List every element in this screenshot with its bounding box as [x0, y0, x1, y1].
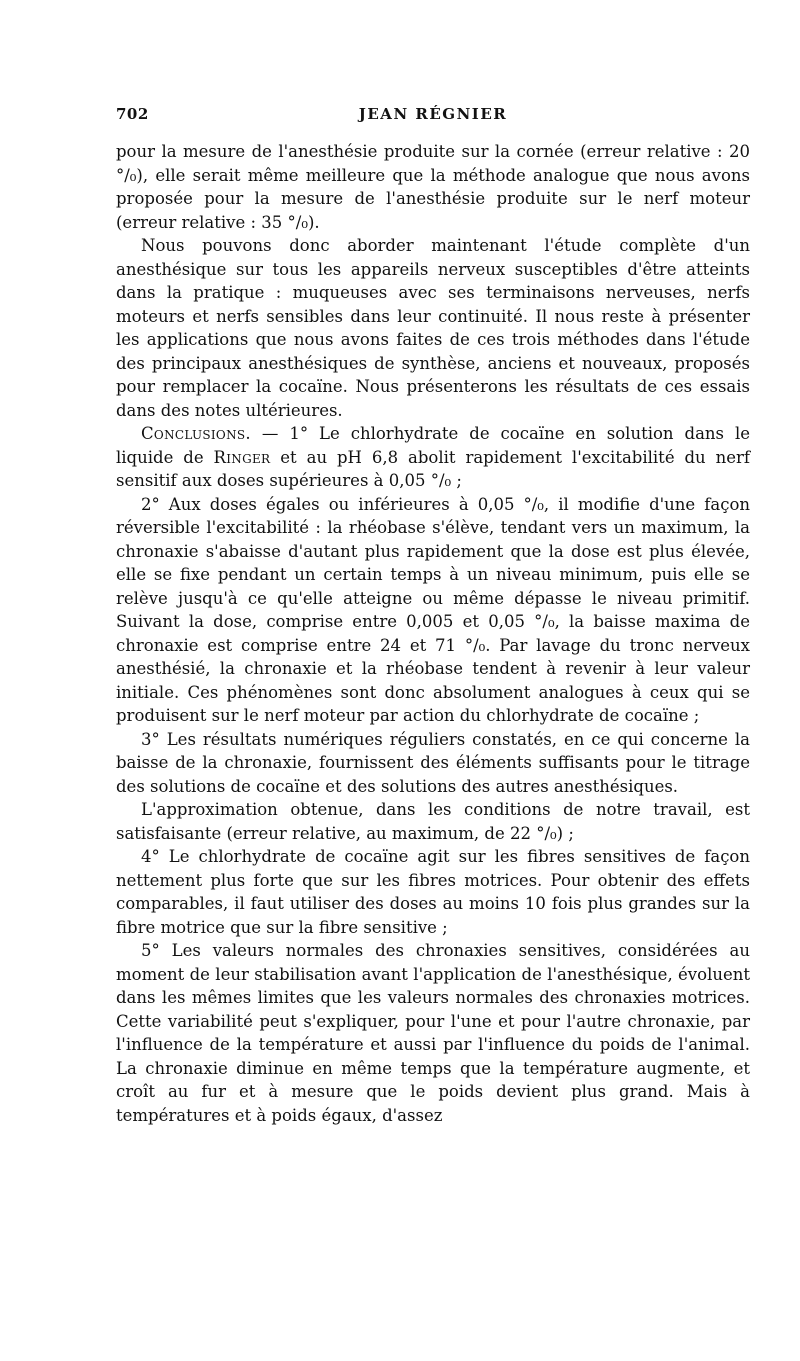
running-head: JEAN RÉGNIER — [358, 105, 508, 123]
author-name: Ringer — [213, 447, 271, 467]
paragraph-text: et au pH 6,8 abolit rapidement l'excitabilité du nerf sensitif aux doses supérieures à 0,05 °/₀ ; — [116, 447, 750, 490]
paragraph: pour la mesure de l'anesthésie produite sur la cornée (erreur relative : 20 °/₀), elle serait même meilleure que la méthode analogue que nous avons proposée pour la mesure de l'anesthésie produite sur le nerf moteur (erreur relative : 35 °/₀). — [116, 142, 750, 232]
paragraph-text: — 1° Le chlorhydrate de cocaïne en solution dans le liquide de — [116, 424, 750, 467]
page-number: 702 — [116, 105, 149, 123]
page-header — [116, 105, 750, 127]
conclusions-heading: Conclusions. — [141, 424, 251, 443]
paragraph: 2° Aux doses égales ou inférieures à 0,05 °/₀, il modifie d'une façon réversible l'excitabilité : la rhéobase s'élève, tendant vers un maximum, la chronaxie s'abaisse d'autant plus rapidement que la dose est plus élevée, elle se fixe pendant un certain temps à un niveau minimum, puis elle se relève jusqu'à ce qu'elle atteigne ou même dépasse le niveau primitif. Suivant la dose, comprise entre 0,005 et 0,05 °/₀, la baisse maxima de chronaxie est comprise entre 24 et 71 °/₀. Par lavage du tronc nerveux anesthésié, la chronaxie et la rhéobase tendent à revenir à leur valeur initiale. Ces phénomènes sont donc absolument analogues à ceux qui se produisent sur le nerf moteur par action du chlorhydrate de cocaïne ; — [116, 494, 750, 725]
body-text — [116, 140, 750, 1127]
conclusions-paragraph — [116, 422, 750, 493]
paragraph: L'approximation obtenue, dans les conditions de notre travail, est satisfaisante (erreur relative, au maximum, de 22 °/₀) ; — [116, 800, 750, 843]
paragraph: 4° Le chlorhydrate de cocaïne agit sur les fibres sensitives de façon nettement plus forte que sur les fibres motrices. Pour obtenir des effets comparables, il faut utiliser des doses au moins 10 fois plus grandes sur la fibre motrice que sur la fibre sensitive ; — [116, 847, 750, 937]
paragraph: Nous pouvons donc aborder maintenant l'étude complète d'un anesthésique sur tous les appareils nerveux susceptibles d'être atteints dans la pratique : muqueuses avec ses terminaisons nerveuses, nerfs moteurs et nerfs sensibles dans leur continuité. Il nous reste à présenter les applications que nous avons faites de ces trois méthodes dans l'étude des principaux anesthésiques de synthèse, anciens et nouveaux, proposés pour remplacer la cocaïne. Nous présenterons les résultats de ces essais dans des notes ultérieures. — [116, 236, 750, 420]
paragraph: 5° Les valeurs normales des chronaxies sensitives, considérées au moment de leur stabilisation avant l'application de l'anesthésique, évoluent dans les mêmes limites que les valeurs normales des chronaxies motrices. Cette variabilité peut s'expliquer, pour l'une et pour l'autre chronaxie, par l'influence de la température et aussi par l'influence du poids de l'animal. La chronaxie diminue en même temps que la température augmente, et croît au fur et à mesure que le poids devient plus grand. Mais à températures et à poids égaux, d'assez — [116, 941, 750, 1125]
paragraph: 3° Les résultats numériques réguliers constatés, en ce qui concerne la baisse de la chronaxie, fournissent des éléments suffisants pour le titrage des solutions de cocaïne et des solutions des autres anesthésiques. — [116, 729, 750, 796]
